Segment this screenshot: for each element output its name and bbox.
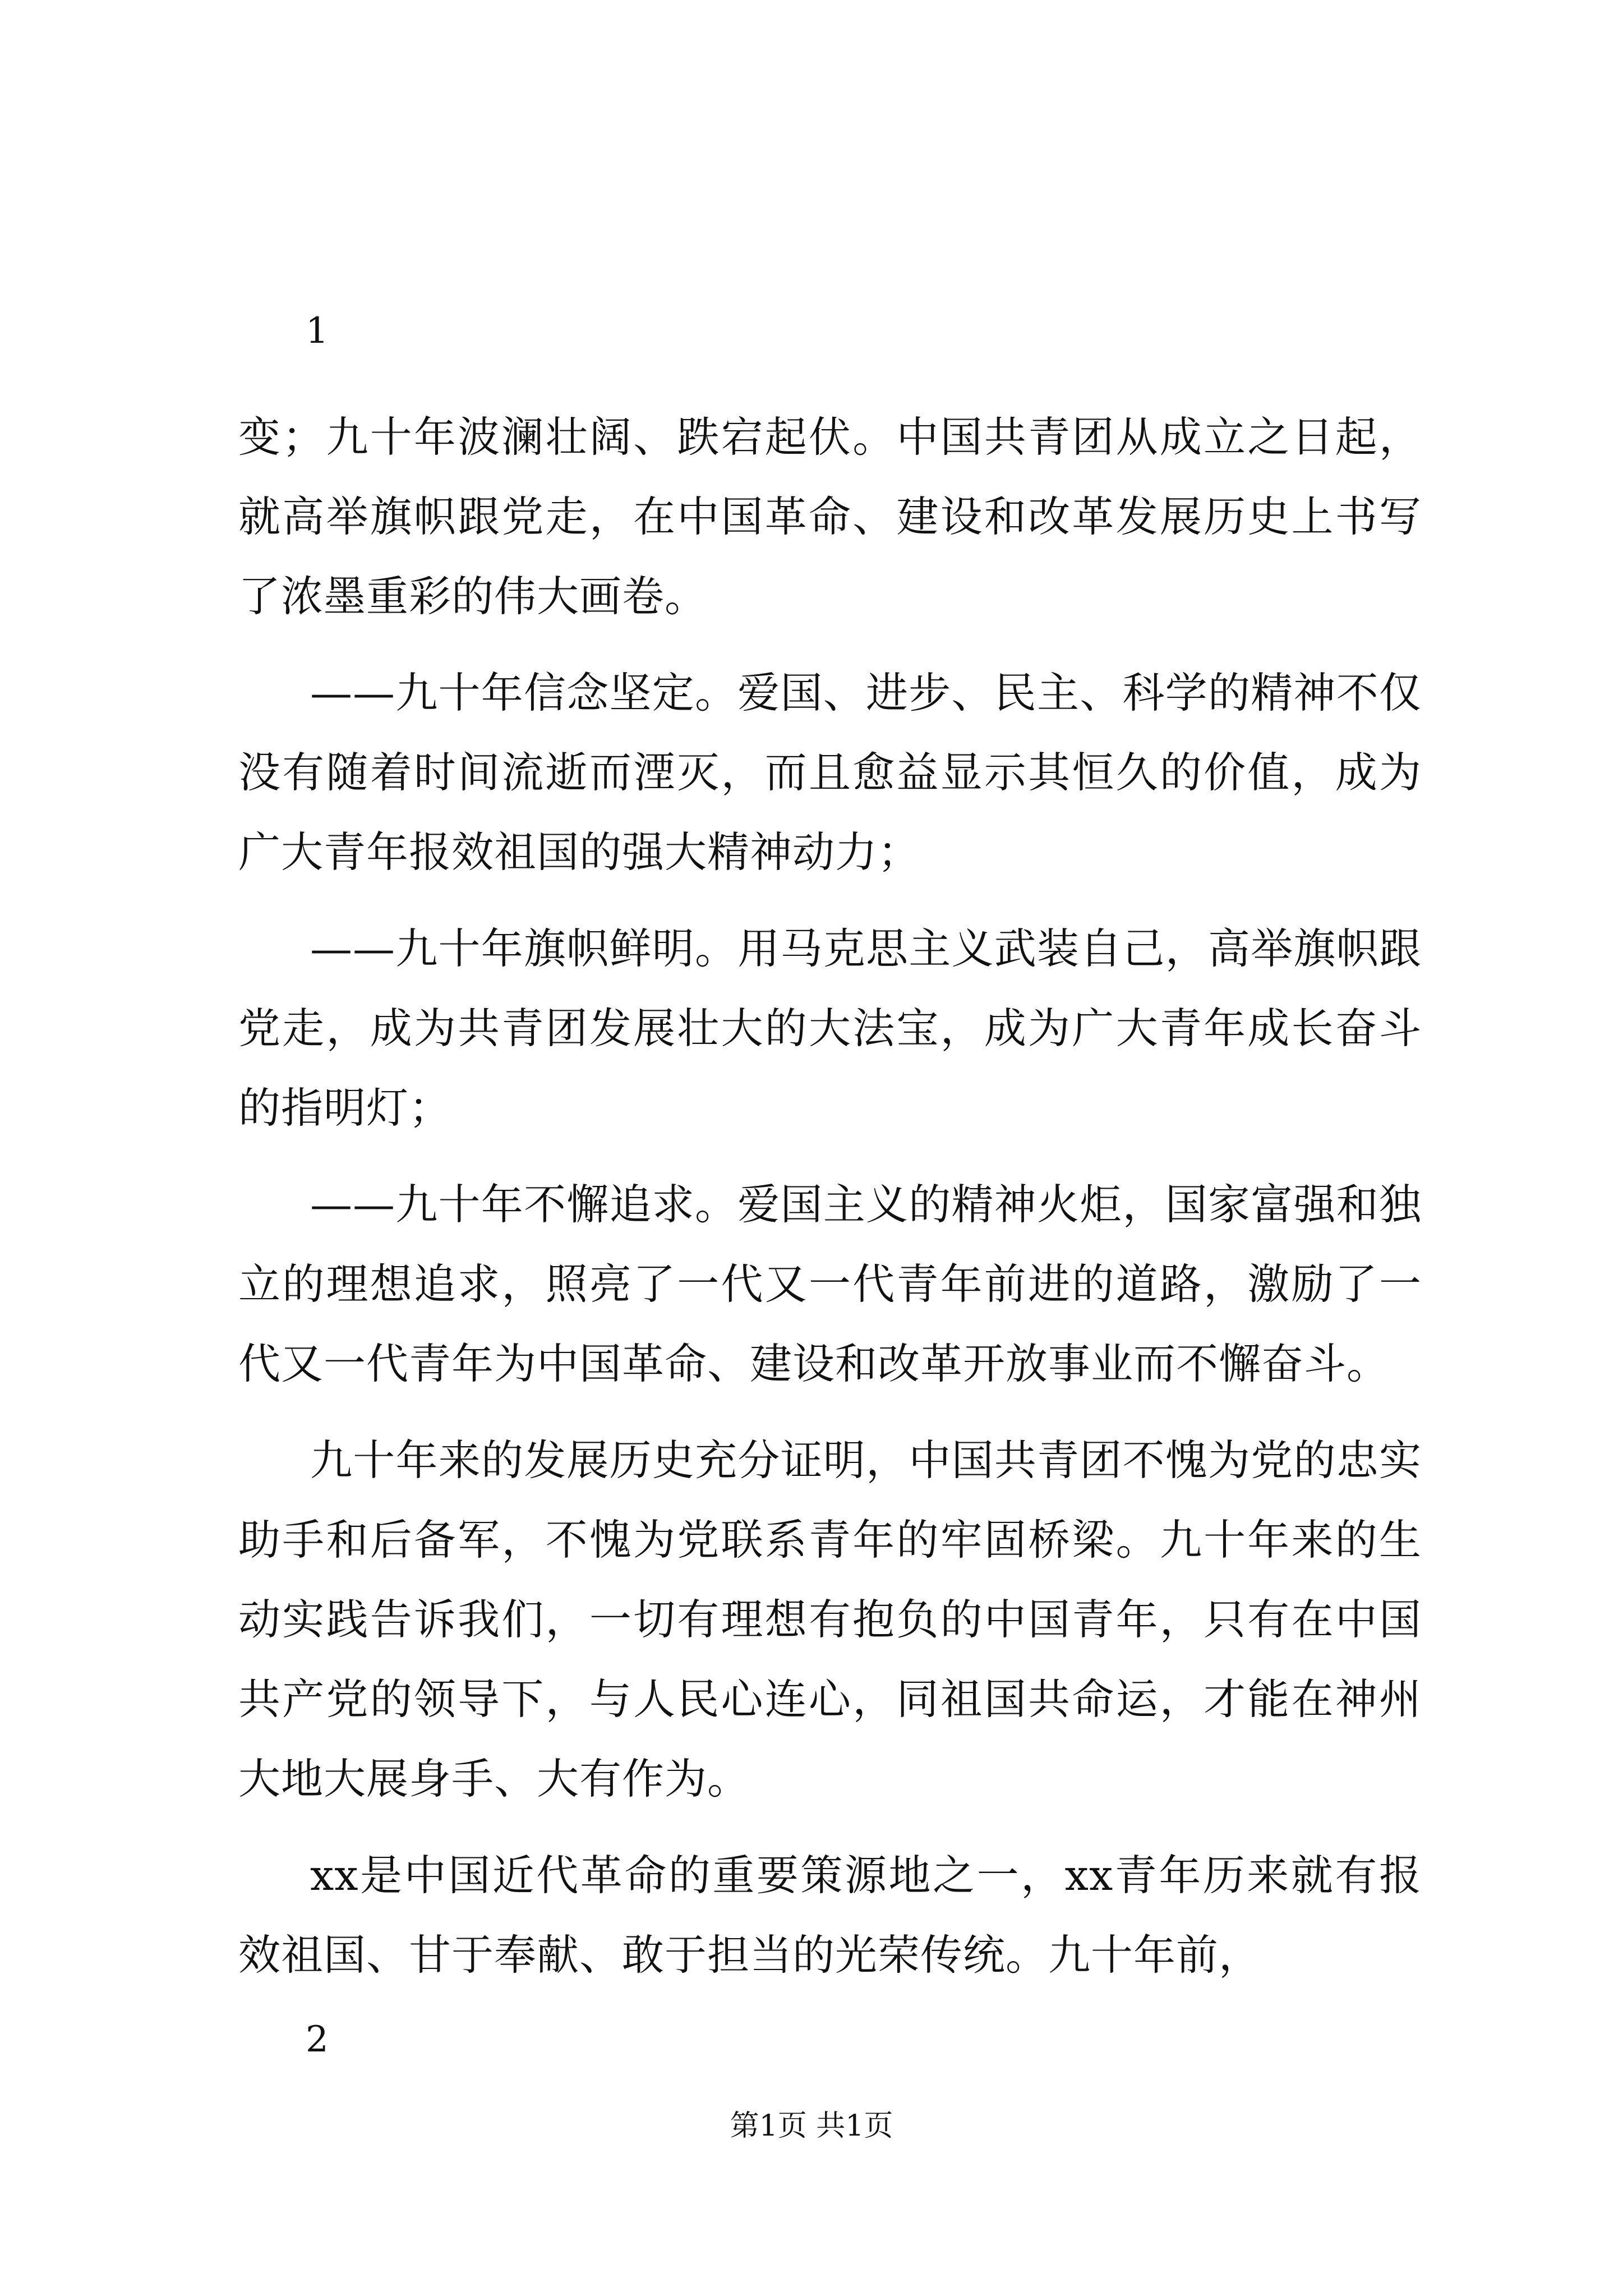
paragraph-3: ——九十年旗帜鲜明。用马克思主义武装自己，高举旗帜跟党走，成为共青团发展壮大的大法宝，成为广大青年成长奋斗的指明灯； xyxy=(238,924,1422,1133)
paragraph-5: 九十年来的发展历史充分证明，中国共青团不愧为党的忠实助手和后备军，不愧为党联系青年的牢固桥梁。九十年来的生动实践告诉我们，一切有理想有抱负的中国青年，只有在中国共产党的领导下，与人民心连心，同祖国共命运，才能在神州大地大展身手、大有作为。 xyxy=(238,1435,1422,1803)
paragraph-1: 变；九十年波澜壮阔、跌宕起伏。中国共青团从成立之日起，就高举旗帜跟党走，在中国革命、建设和改革发展历史上书写了浓墨重彩的伟大画卷。 xyxy=(238,412,1422,621)
page-marker-top: 1 xyxy=(306,310,329,352)
page-marker-bottom: 2 xyxy=(306,2019,329,2060)
paragraph-4: ——九十年不懈追求。爱国主义的精神火炬，国家富强和独立的理想追求，照亮了一代又一代青年前进的道路，激励了一代又一代青年为中国革命、建设和改革开放事业而不懈奋斗。 xyxy=(238,1180,1422,1388)
paragraph-2: ——九十年信念坚定。爱国、进步、民主、科学的精神不仅没有随着时间流逝而湮灭，而且愈益显示其恒久的价值，成为广大青年报效祖国的强大精神动力； xyxy=(238,668,1422,877)
paragraph-6: xx是中国近代革命的重要策源地之一，xx青年历来就有报效祖国、甘于奉献、敢于担当的光荣传统。九十年前， xyxy=(238,1851,1422,1980)
document-body xyxy=(238,303,1422,2068)
page-footer: 第1页 共1页 xyxy=(730,2109,893,2143)
